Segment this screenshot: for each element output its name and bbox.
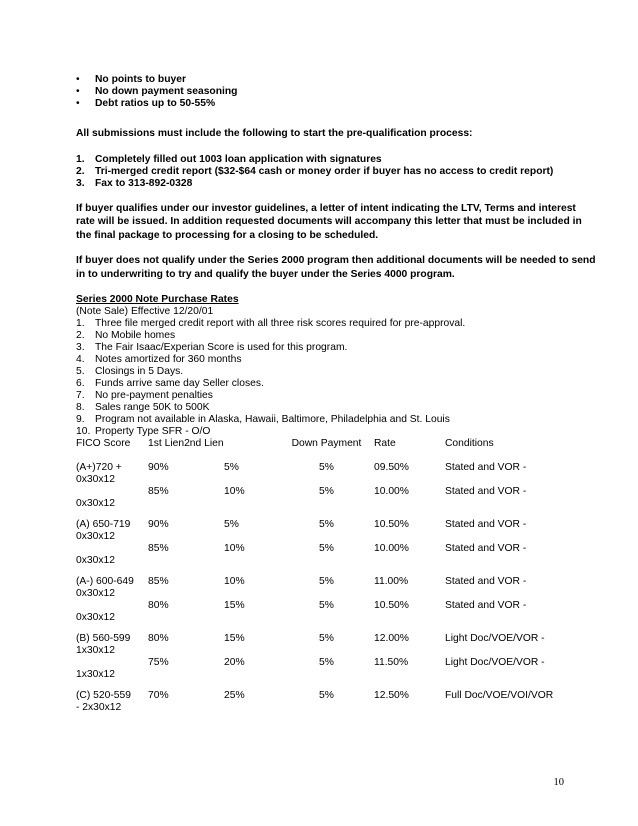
submission-step: 2. Tri-merged credit report ($32-$64 cash or money order if buyer has no access to credit report) [76, 165, 554, 177]
first-lien: 80% [148, 600, 169, 611]
table-row [76, 498, 576, 510]
table-row [76, 519, 576, 543]
header-conditions: Conditions [445, 438, 494, 449]
first-lien: 90% [148, 519, 169, 530]
second-lien: 5% [224, 519, 239, 530]
down-payment: 5% [319, 633, 334, 644]
qualify-paragraph: If buyer qualifies under our investor guidelines, a letter of intent indicating the LTV, Terms and interest rate will be issued. In addition requested documents will accompany this letter that must be included in the final package to processing for a closing to be scheduled. [76, 202, 582, 241]
table-row [76, 669, 576, 681]
bullet-icon: • [76, 86, 80, 97]
rule-item: 4. Notes amortized for 360 months [76, 354, 242, 365]
down-payment: 5% [319, 486, 334, 497]
rate: 12.00% [374, 633, 409, 644]
submissions-intro: All submissions must include the following to start the pre-qualification process: [76, 128, 473, 139]
conditions-tail: 0x30x12 [76, 498, 115, 509]
down-payment: 5% [319, 543, 334, 554]
down-payment: 5% [319, 576, 334, 587]
program-rules [76, 318, 596, 438]
header-rate: Rate [374, 438, 396, 449]
second-lien: 25% [224, 690, 245, 701]
table-row [76, 690, 576, 714]
rule-item: 10. Property Type SFR - O/O [76, 426, 211, 437]
first-lien: 75% [148, 657, 169, 668]
page-number: 10 [553, 777, 564, 788]
rate: 11.50% [374, 657, 409, 668]
second-lien: 10% [224, 543, 245, 554]
table-row [76, 633, 576, 657]
header-lien: 1st Lien2nd Lien [148, 438, 224, 449]
rule-item: 9. Program not available in Alaska, Hawaii, Baltimore, Philadelphia and St. Louis [76, 414, 450, 425]
submission-step: 1. Completely filled out 1003 loan application with signatures [76, 153, 382, 165]
rate: 10.50% [374, 600, 409, 611]
first-lien: 85% [148, 576, 169, 587]
table-row [76, 600, 576, 612]
table-row [76, 555, 576, 567]
first-lien: 80% [148, 633, 169, 644]
rate: 12.50% [374, 690, 409, 701]
conditions: Full Doc/VOE/VOI/VOR [445, 690, 554, 701]
rate: 10.00% [374, 486, 409, 497]
conditions: Stated and VOR - [445, 600, 527, 611]
bullet-icon: • [76, 74, 80, 85]
conditions: Light Doc/VOE/VOR - [445, 657, 545, 668]
header-down-payment: Down Payment [291, 438, 362, 449]
submission-steps [76, 154, 596, 190]
first-lien: 85% [148, 543, 169, 554]
first-lien: 85% [148, 486, 169, 497]
document-page [76, 74, 596, 438]
fico-grade: (C) 520-559 - 2x30x12 [76, 690, 131, 713]
rule-item: 8. Sales range 50K to 500K [76, 402, 210, 413]
benefit-item: • Debt ratios up to 50-55% [76, 98, 216, 109]
conditions-tail: 0x30x12 [76, 612, 115, 623]
table-row [76, 462, 576, 486]
rate: 09.50% [374, 462, 409, 473]
conditions: Stated and VOR - [445, 486, 527, 497]
second-lien: 15% [224, 600, 245, 611]
down-payment: 5% [319, 462, 334, 473]
fico-grade: (B) 560-599 1x30x12 [76, 633, 131, 656]
table-row [76, 612, 576, 624]
conditions: Stated and VOR - [445, 543, 527, 554]
not-qualify-paragraph: If buyer does not qualify under the Series 2000 program then additional documents will be needed to send in to underwriting to try and qualify the buyer under the Series 4000 program. [76, 255, 596, 280]
benefit-item: • No down payment seasoning [76, 86, 238, 97]
conditions: Stated and VOR - [445, 576, 527, 587]
rule-item: 7. No pre-payment penalties [76, 390, 213, 401]
table-row [76, 486, 576, 498]
series-title: Series 2000 Note Purchase Rates [76, 294, 239, 305]
rule-item: 3. The Fair Isaac/Experian Score is used for this program. [76, 342, 348, 353]
second-lien: 15% [224, 633, 245, 644]
second-lien: 20% [224, 657, 245, 668]
conditions-tail: 1x30x12 [76, 669, 115, 680]
second-lien: 5% [224, 462, 239, 473]
table-row [76, 543, 576, 555]
rate: 11.00% [374, 576, 409, 587]
benefit-item: • No points to buyer [76, 74, 186, 85]
fico-grade: (A+)720 + 0x30x12 [76, 462, 122, 485]
rates-table [76, 438, 576, 714]
down-payment: 5% [319, 600, 334, 611]
conditions: Stated and VOR - [445, 462, 527, 473]
table-header-row [76, 438, 576, 462]
first-lien: 90% [148, 462, 169, 473]
down-payment: 5% [319, 519, 334, 530]
fico-grade: (A-) 600-649 0x30x12 [76, 576, 134, 599]
fico-grade: (A) 650-719 0x30x12 [76, 519, 131, 542]
rate: 10.00% [374, 543, 409, 554]
rule-item: 2. No Mobile homes [76, 330, 176, 341]
conditions-tail: 0x30x12 [76, 555, 115, 566]
second-lien: 10% [224, 576, 245, 587]
table-row [76, 657, 576, 669]
effective-date: (Note Sale) Effective 12/20/01 [76, 306, 214, 317]
second-lien: 10% [224, 486, 245, 497]
rule-item: 5. Closings in 5 Days. [76, 366, 184, 377]
rule-item: 6. Funds arrive same day Seller closes. [76, 378, 264, 389]
table-row [76, 576, 576, 600]
conditions: Stated and VOR - [445, 519, 527, 530]
benefit-list [76, 74, 596, 110]
submission-step: 3. Fax to 313-892-0328 [76, 177, 193, 189]
rate: 10.50% [374, 519, 409, 530]
first-lien: 70% [148, 690, 169, 701]
rule-item: 1. Three file merged credit report with all three risk scores required for pre-approval. [76, 318, 466, 329]
conditions: Light Doc/VOE/VOR - [445, 633, 545, 644]
down-payment: 5% [319, 657, 334, 668]
header-fico: FICO Score [76, 438, 131, 449]
bullet-icon: • [76, 98, 80, 109]
down-payment: 5% [319, 690, 334, 701]
